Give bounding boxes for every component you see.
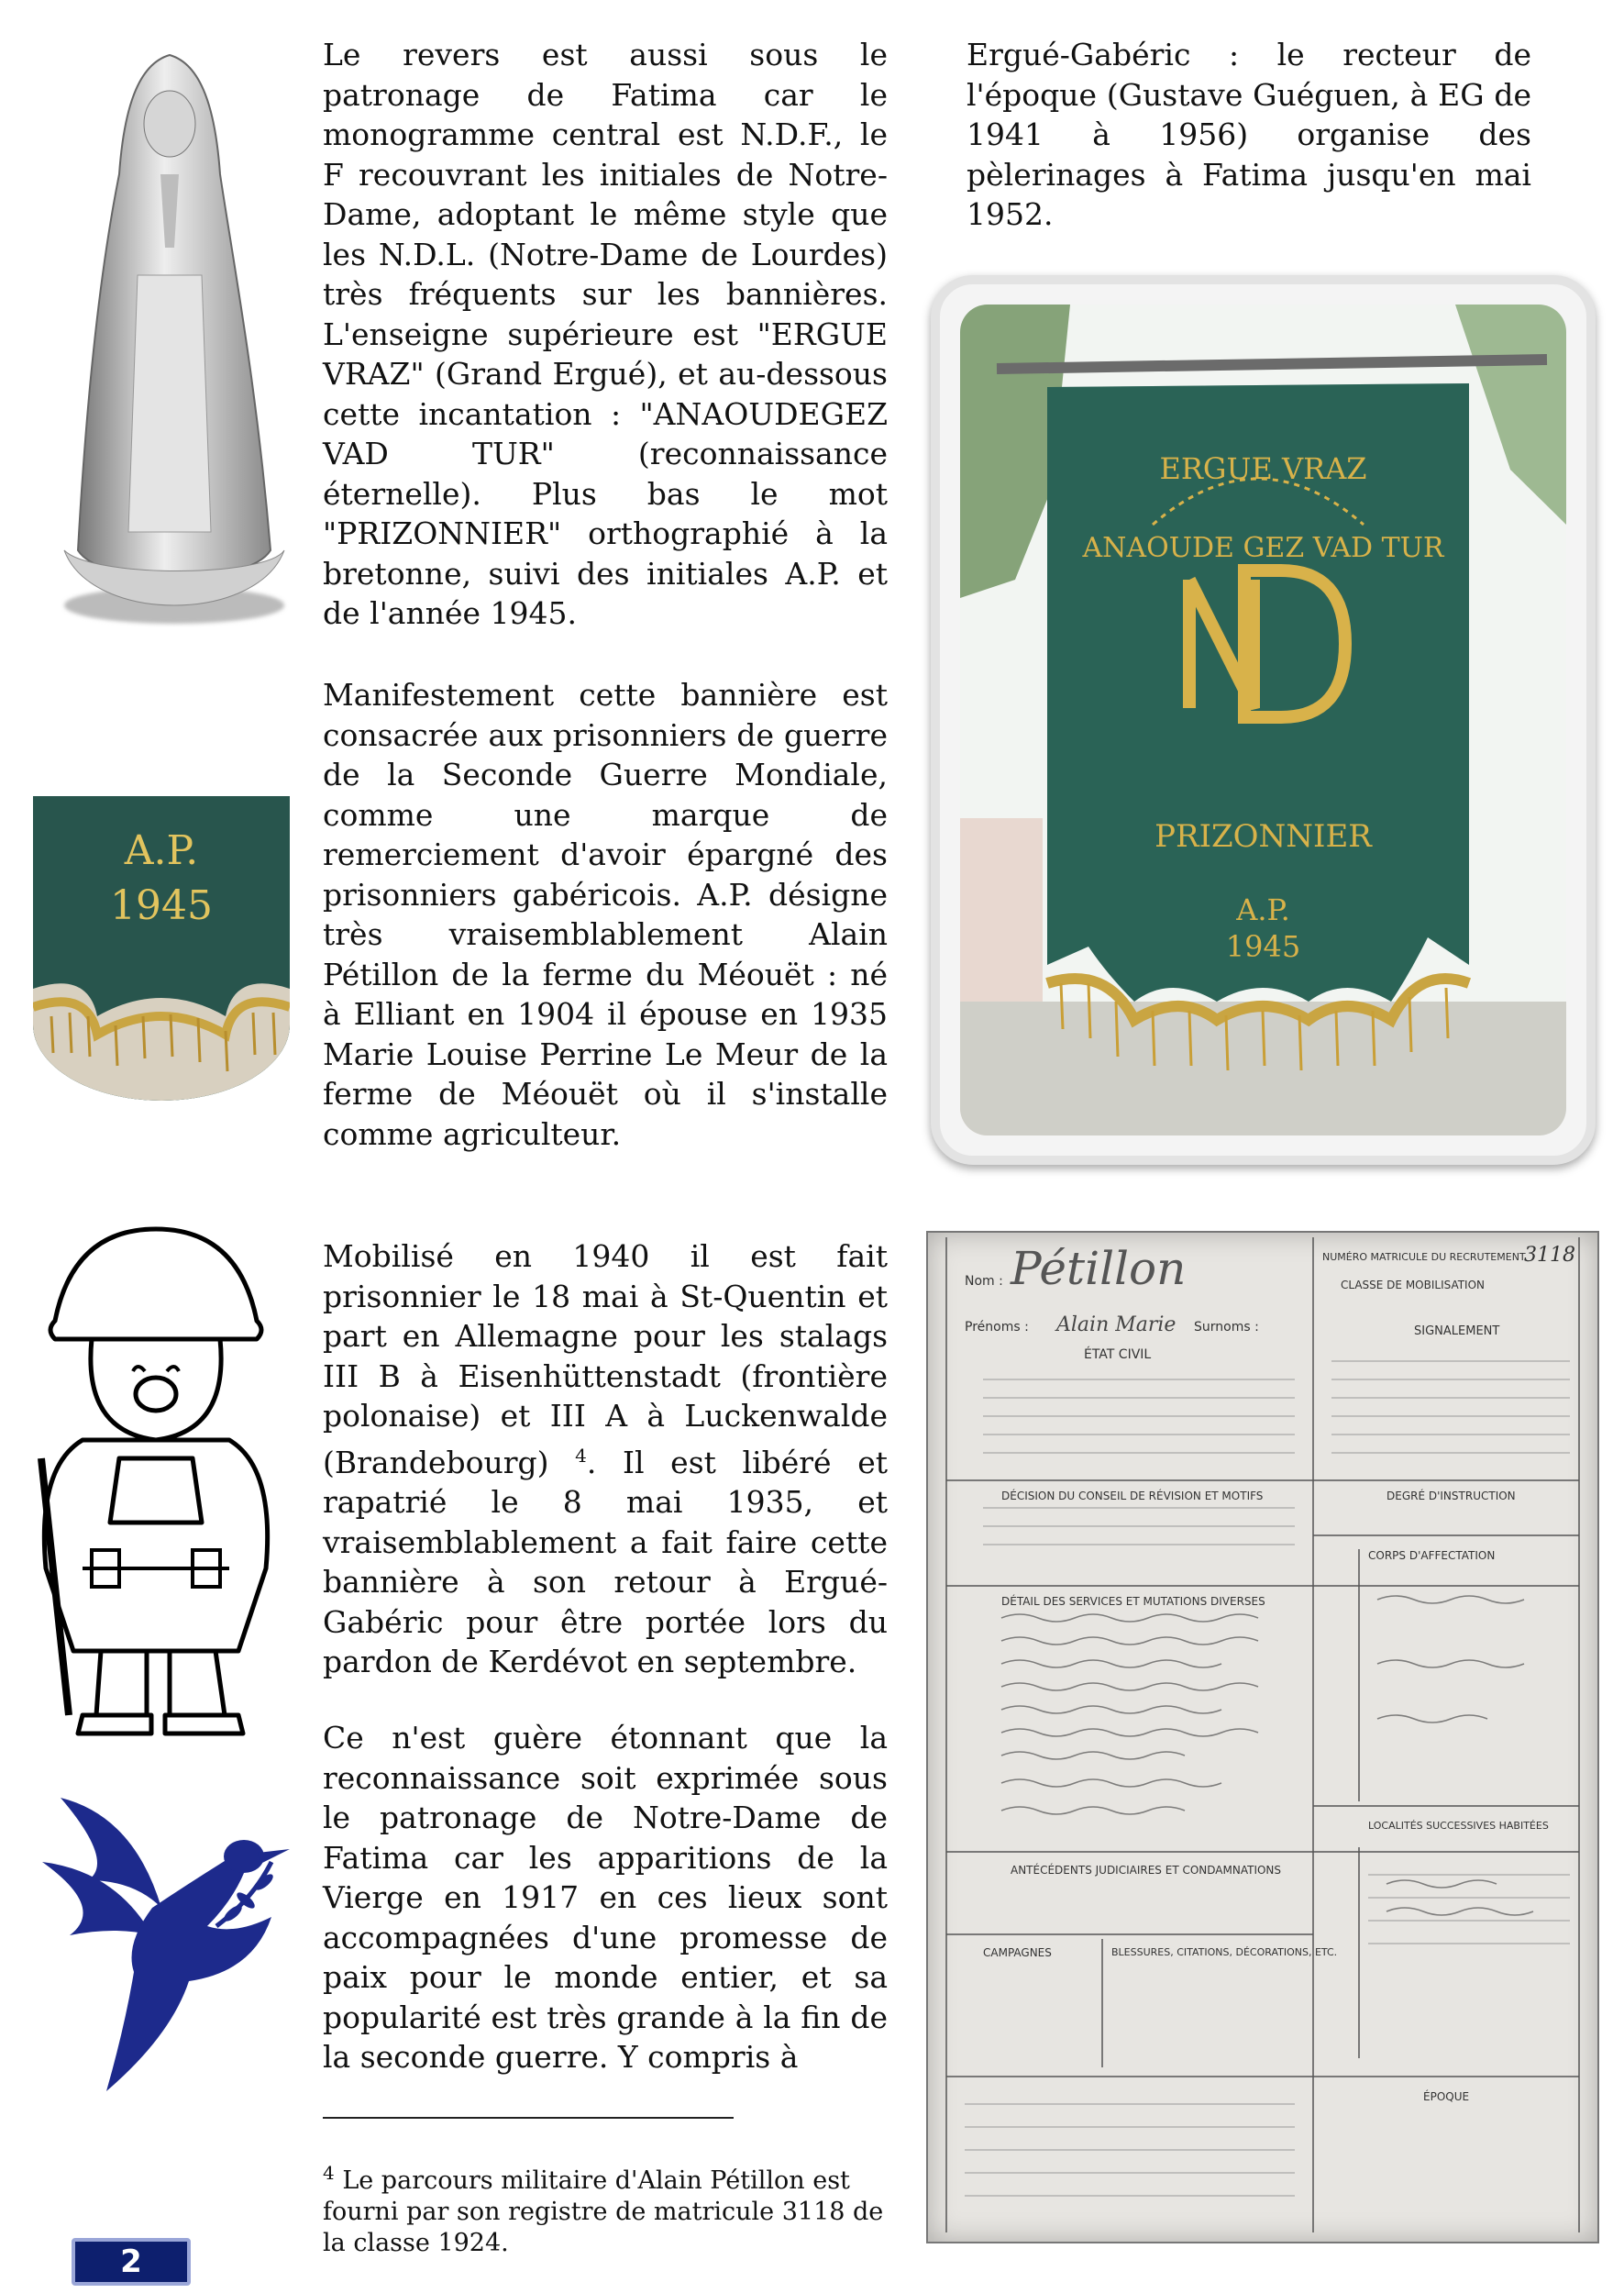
paragraph-fatima-monogram: Le revers est aussi sous le patronage de Fatima car le monogramme central est N.D.F., le F recouvrant les initiales de Notre-Dame, adoptant le même style que les N.D.L. (Notre-Dame de Lourdes) très fréquents sur les bannières. L'enseigne supérieure est "ERGUE VRAZ" (Grand Ergué), et au-dessous cette incantation : "ANAOUDEGEZ VAD TUR" (reconnaissance éternelle). Plus bas le mot "PRIZONNIER" orthographié à la bretonne, suivi des initiales A.P. et de l'année 1945. xyxy=(323,37,888,631)
footnote-marker: 4 xyxy=(323,2162,335,2184)
register-first-names: Alain Marie xyxy=(1056,1313,1177,1336)
register-antecedents-label: ANTÉCÉDENTS JUDICIAIRES ET CONDAMNATIONS xyxy=(1011,1864,1282,1877)
banner-photo-frame xyxy=(931,275,1596,1165)
register-campagnes-label: CAMPAGNES xyxy=(983,1946,1052,1959)
register-etat-civil-label: ÉTAT CIVIL xyxy=(1084,1347,1152,1362)
paragraph-mobilisation-part1: Mobilisé en 1940 il est fait prisonnier le 18 mai à St-Quentin et part en Allemagne pour les stalags III B à Eisenhüttenstadt (frontière polonaise) et III A à Luckenwalde (Brandebourg) xyxy=(323,1238,888,1480)
banner-photo xyxy=(960,305,1566,1135)
banner-initials-year xyxy=(960,892,1566,965)
paragraph-prisoners: Manifestement cette bannière est consacrée aux prisonniers de guerre de la Seconde Guerre Mondiale, comme une marque de remerciement d'avoir épargné des prisonniers gabéricois. A.P. désigne très vraisemblablement Alain Pétillon de la ferme du Méouët : né à Elliant en 1904 il épouse en 1935 Marie Louise Perrine Le Meur de la ferme de Méouët où il s'installe comme agriculteur. xyxy=(323,677,888,1152)
page-number: 2 xyxy=(72,2238,191,2286)
banner-arc-text: ANAOUDE GEZ VAD TUR xyxy=(1082,532,1444,564)
footnote-text: Le parcours militaire d'Alain Pétillon est fourni par son registre de matricule 3118 de la classe 1924. xyxy=(323,2166,884,2257)
soldier-drawing xyxy=(18,1220,293,1743)
banner-detail-initials: A.P. xyxy=(124,827,199,874)
register-matricule: 3118 xyxy=(1524,1244,1575,1267)
paragraph-pilgrimages: Ergué-Gabéric : le recteur de l'époque (Gustave Guéguen, à EG de 1941 à 1956) organise des pèlerinages à Fatima jusqu'en mai 1952. xyxy=(967,37,1531,232)
banner-detail-image xyxy=(33,796,290,1101)
register-localites-label: LOCALITÉS SUCCESSIVES HABITÉES xyxy=(1368,1820,1549,1832)
military-register-document xyxy=(926,1231,1599,2243)
paragraph-fatima-peace: Ce n'est guère étonnant que la reconnaissance soit exprimée sous le patronage de Notre-Dame de Fatima car les apparitions de la Vierge en 1917 en ces lieux sont accompagnées d'une promesse de paix pour le monde entier, et sa popularité est très grande à la fin de la seconde guerre. Y compris à xyxy=(323,1720,888,2075)
footnote-divider xyxy=(323,2117,734,2119)
register-classe-label: CLASSE DE MOBILISATION xyxy=(1341,1279,1486,1291)
register-matricule-label: NUMÉRO MATRICULE DU RECRUTEMENT xyxy=(1322,1251,1526,1263)
banner-initials: A.P. xyxy=(1236,892,1290,927)
banner-photo-graphic xyxy=(960,305,1566,1135)
register-blessures-label: BLESSURES, CITATIONS, DÉCORATIONS, ETC. xyxy=(1111,1946,1338,1958)
register-prenoms-label: Prénoms : xyxy=(965,1320,1029,1335)
banner-prizonnier-text: PRIZONNIER xyxy=(1154,818,1372,855)
register-decision-label: DÉCISION DU CONSEIL DE RÉVISION ET MOTIFS xyxy=(1001,1490,1264,1502)
fatima-statue-image xyxy=(37,37,303,633)
banner-top-text: ERGUE VRAZ xyxy=(1159,451,1367,486)
footnote-ref[interactable]: 4 xyxy=(575,1444,587,1467)
banner-detail-year: 1945 xyxy=(110,882,213,929)
register-epoque-label: ÉPOQUE xyxy=(1423,2090,1470,2103)
register-surnoms-label: Surnoms : xyxy=(1194,1320,1259,1335)
register-detail-label: DÉTAIL DES SERVICES ET MUTATIONS DIVERSES xyxy=(1001,1595,1265,1608)
register-nom-label: Nom : xyxy=(965,1274,1003,1289)
paragraph-mobilisation-part2: . Il est libéré et rapatrié le 8 mai 1935, et vraisemblablement a fait faire cette bannière à son retour à Ergué-Gabéric pour être portée lors du pardon de Kerdévot en septembre. xyxy=(323,1444,888,1679)
paragraph-mobilisation xyxy=(323,1236,888,1682)
register-degre-label: DEGRÉ D'INSTRUCTION xyxy=(1386,1490,1516,1502)
footnote xyxy=(323,2157,891,2259)
dove-icon xyxy=(24,1761,308,2110)
register-corps-label: CORPS D'AFFECTATION xyxy=(1368,1549,1496,1562)
register-signalement-label: SIGNALEMENT xyxy=(1414,1324,1500,1338)
banner-detail-text xyxy=(33,824,290,934)
banner-year: 1945 xyxy=(1225,929,1301,964)
register-name: Pétillon xyxy=(1011,1242,1187,1295)
register-grid xyxy=(928,1233,1597,2242)
